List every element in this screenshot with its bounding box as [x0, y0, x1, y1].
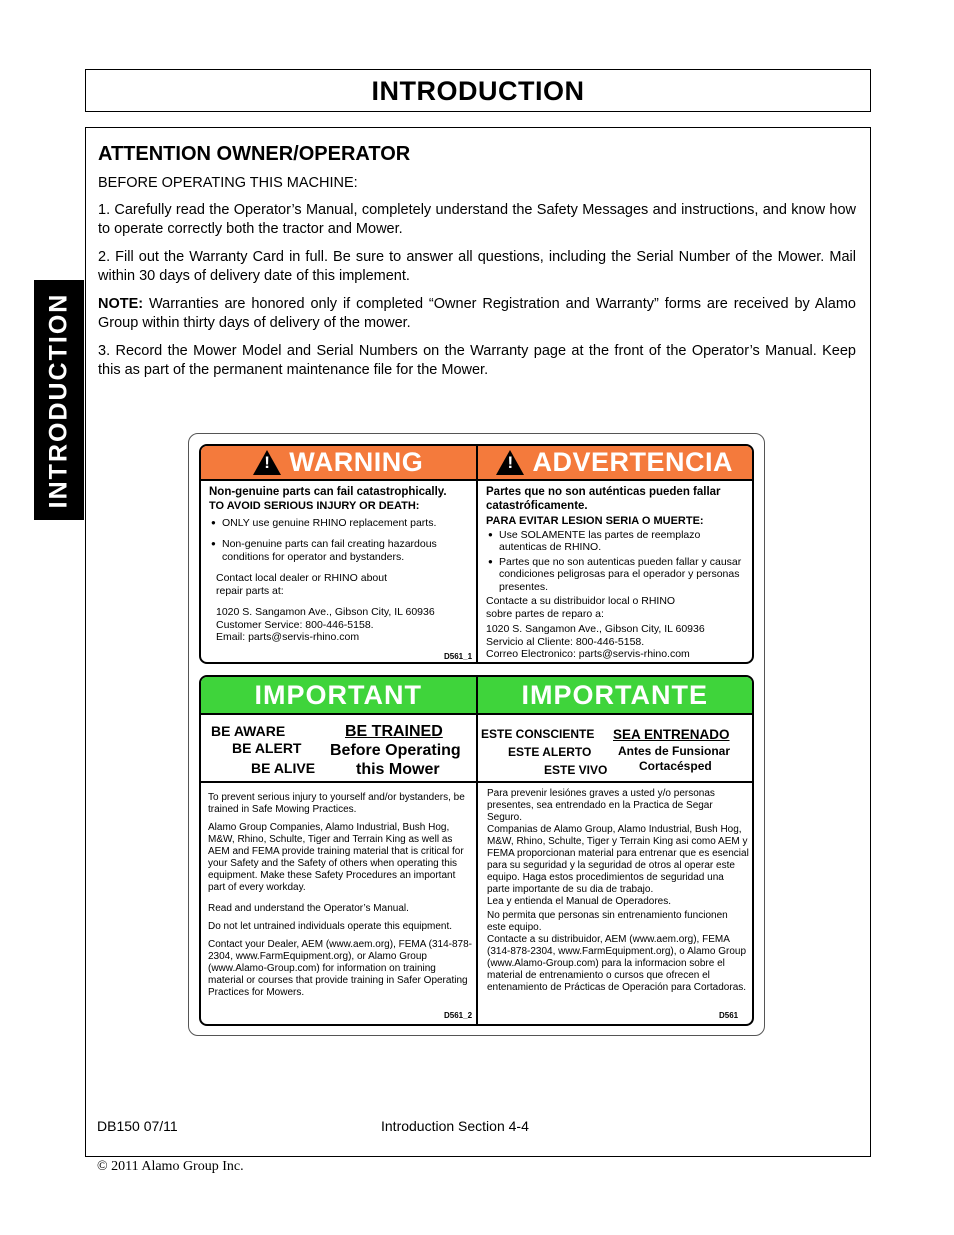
motto-be-trained: BE TRAINED — [345, 723, 443, 740]
note-label: NOTE: — [98, 296, 144, 312]
important-code-en: D561_2 — [444, 1011, 473, 1020]
warning-triangle-icon — [253, 450, 281, 475]
important-label: IMPORTANT — [254, 679, 422, 710]
warning-es-customer-service: Servicio al Cliente: 800-446-5158. — [486, 635, 645, 648]
motto-antes-de-funsionar: Antes de Funsionar — [618, 744, 731, 758]
important-band — [201, 677, 752, 715]
important-divider — [476, 715, 478, 1024]
important-panel — [199, 675, 754, 1026]
footer-section: Introduction Section 4-4 — [381, 1118, 529, 1134]
important-en-text-2: Alamo Group Companies, Alamo Industrial, Bush Hog, M&W, Rhino, Schulte, Tiger and Terrain King as well as AEM and FEMA provide training material that is critical for your Safety and the Safety of others when operating this equipment. Make these Safety Procedures an important part of every workday. — [208, 822, 464, 893]
safety-decal — [188, 433, 765, 1036]
important-es-text-1: Para prevenir lesiónes graves a usted y/o personas presentes, sea entrendado en la Practica de Segar Seguro. — [487, 788, 715, 823]
important-code-es: D561 — [719, 1011, 739, 1020]
section-title: ATTENTION OWNER/OPERATOR — [98, 143, 411, 165]
warning-es-subheading: PARA EVITAR LESION SERIA O MUERTE: — [486, 515, 704, 527]
motto-divider — [201, 781, 752, 783]
motto-before-operating: Before Operating — [330, 742, 461, 759]
important-es-text-4: No permita que personas sin entrenamiento funcionen este equipo. — [487, 910, 728, 933]
motto-this-mower: this Mower — [356, 761, 440, 778]
warning-en-email: Email: parts@servis-rhino.com — [216, 631, 360, 643]
warning-es-bullet-2: ● Partes que no son autenticas pueden fallar y causar condiciones peligrosas para el operador y personas presentes. — [486, 556, 748, 594]
motto-be-alert: BE ALERT — [232, 740, 302, 756]
important-es-text-2: Companias de Alamo Group, Alamo Industrial, Bush Hog, M&W, Rhino, Schulte, Tiger y Terrain King asi como AEM y FEMA proporcionan material para entrenar que es esencial para su seguridad y la seguridad de otros al operar este equipo. Haga estos procedimientos de seguridad una parte importante de su dia de trabajo. — [487, 824, 749, 895]
warning-en-address: 1020 S. Sangamon Ave., Gibson City, IL 60936 — [216, 606, 435, 618]
motto-be-aware: BE AWARE — [211, 723, 286, 739]
importante-label: IMPORTANTE — [521, 679, 708, 710]
warning-en-subheading: TO AVOID SERIOUS INJURY OR DEATH: — [209, 500, 420, 512]
instruction-3: 3. Record the Mower Model and Serial Numbers on the Warranty page at the front of the Operator’s Manual. Keep this as part of the permanent maintenance file for the Mower. — [98, 343, 856, 378]
warning-es-email: Correo Electronico: parts@servis-rhino.com — [486, 648, 690, 660]
warning-divider — [476, 481, 478, 662]
warranty-note — [98, 295, 856, 333]
side-tab-label: INTRODUCTION — [44, 292, 73, 508]
important-en-text-1: To prevent serious injury to yourself and/or bystanders, be trained in Safe Mowing Practices. — [208, 792, 465, 815]
instruction-1: 1. Carefully read the Operator’s Manual, completely understand the Safety Messages and instructions, and know how to operate correctly both the tractor and Mower. — [98, 202, 856, 237]
warning-en-contact: Contact local dealer or RHINO about repair parts at: — [216, 572, 387, 597]
important-es-text-3: Lea y entienda el Manual de Operadores. — [487, 896, 672, 907]
advertencia-label: ADVERTENCIA — [532, 447, 733, 477]
motto-este-alerto: ESTE ALERTO — [508, 745, 592, 759]
page-header-title: INTRODUCTION — [85, 69, 871, 112]
warning-en-bullet-1: ● ONLY use genuine RHINO replacement parts. — [209, 517, 449, 530]
footer-model: DB150 07/11 — [97, 1118, 178, 1134]
motto-este-vivo: ESTE VIVO — [544, 763, 608, 777]
warning-es-contact: Contacte a su distribuidor local o RHINO sobre partes de reparo a: — [486, 595, 676, 620]
warning-triangle-icon — [496, 450, 524, 475]
important-english-column — [208, 792, 473, 999]
motto-sea-entrenado: SEA ENTRENADO — [613, 727, 730, 742]
important-es-text-5: Contacte a su distribuidor, AEM (www.aem.org), FEMA (314-878-2304, www.FarmEquipment.org), o Alamo Group (www.Alamo-Group.com) para la informacion sobre el material de entrenamiento o cursos que ofrecen el entenamiento de Prácticas de Operación para Cortadoras. — [487, 934, 747, 993]
warning-label: WARNING — [289, 447, 424, 477]
important-en-text-3: Read and understand the Operator’s Manual. — [208, 903, 409, 914]
warning-es-bullet-1: ● Use SOLAMENTE las partes de reemplazo autenticas de RHINO. — [486, 529, 726, 554]
note-text: Warranties are honored only if completed “Owner Registration and Warranty” forms are received by Alamo Group within thirty days of delivery of the mower. — [98, 296, 856, 331]
warning-es-heading: Partes que no son auténticas pueden fallar catastróficamente. — [486, 486, 721, 512]
warning-en-bullet-2: ● Non-genuine parts can fail creating hazardous conditions for operator and bystanders. — [209, 538, 459, 563]
important-en-text-5: Contact your Dealer, AEM (www.aem.org), FEMA (314-878-2304, www.FarmEquipment.org), or Alamo Group (www.Alamo-Group.com) for information on training material or courses that provide training in Safer Operating Practices for Mowers. — [208, 939, 472, 998]
side-tab — [34, 280, 84, 520]
motto-be-alive: BE ALIVE — [251, 760, 316, 776]
warning-en-customer-service: Customer Service: 800-446-5158. — [216, 618, 374, 631]
important-spanish-column — [487, 788, 749, 994]
before-operating-label: BEFORE OPERATING THIS MACHINE: — [98, 175, 358, 191]
motto-cortacesped: Cortacésped — [639, 759, 712, 773]
warning-es-address: 1020 S. Sangamon Ave., Gibson City, IL 60936 — [486, 623, 705, 635]
important-en-text-4: Do not let untrained individuals operate this equipment. — [208, 921, 453, 932]
motto-este-consciente: ESTE CONSCIENTE — [481, 727, 595, 741]
warning-panel — [199, 444, 754, 664]
copyright: © 2011 Alamo Group Inc. — [97, 1159, 244, 1174]
warning-spanish-column — [486, 485, 751, 661]
warning-english-column — [209, 485, 474, 644]
warning-band — [201, 446, 752, 481]
warning-code: D561_1 — [444, 652, 473, 661]
warning-en-heading: Non-genuine parts can fail catastrophically. — [209, 486, 447, 498]
instruction-2: 2. Fill out the Warranty Card in full. Be sure to answer all questions, including the Serial Number of the Mower. Mail within 30 days of delivery date of this implement. — [98, 249, 856, 284]
